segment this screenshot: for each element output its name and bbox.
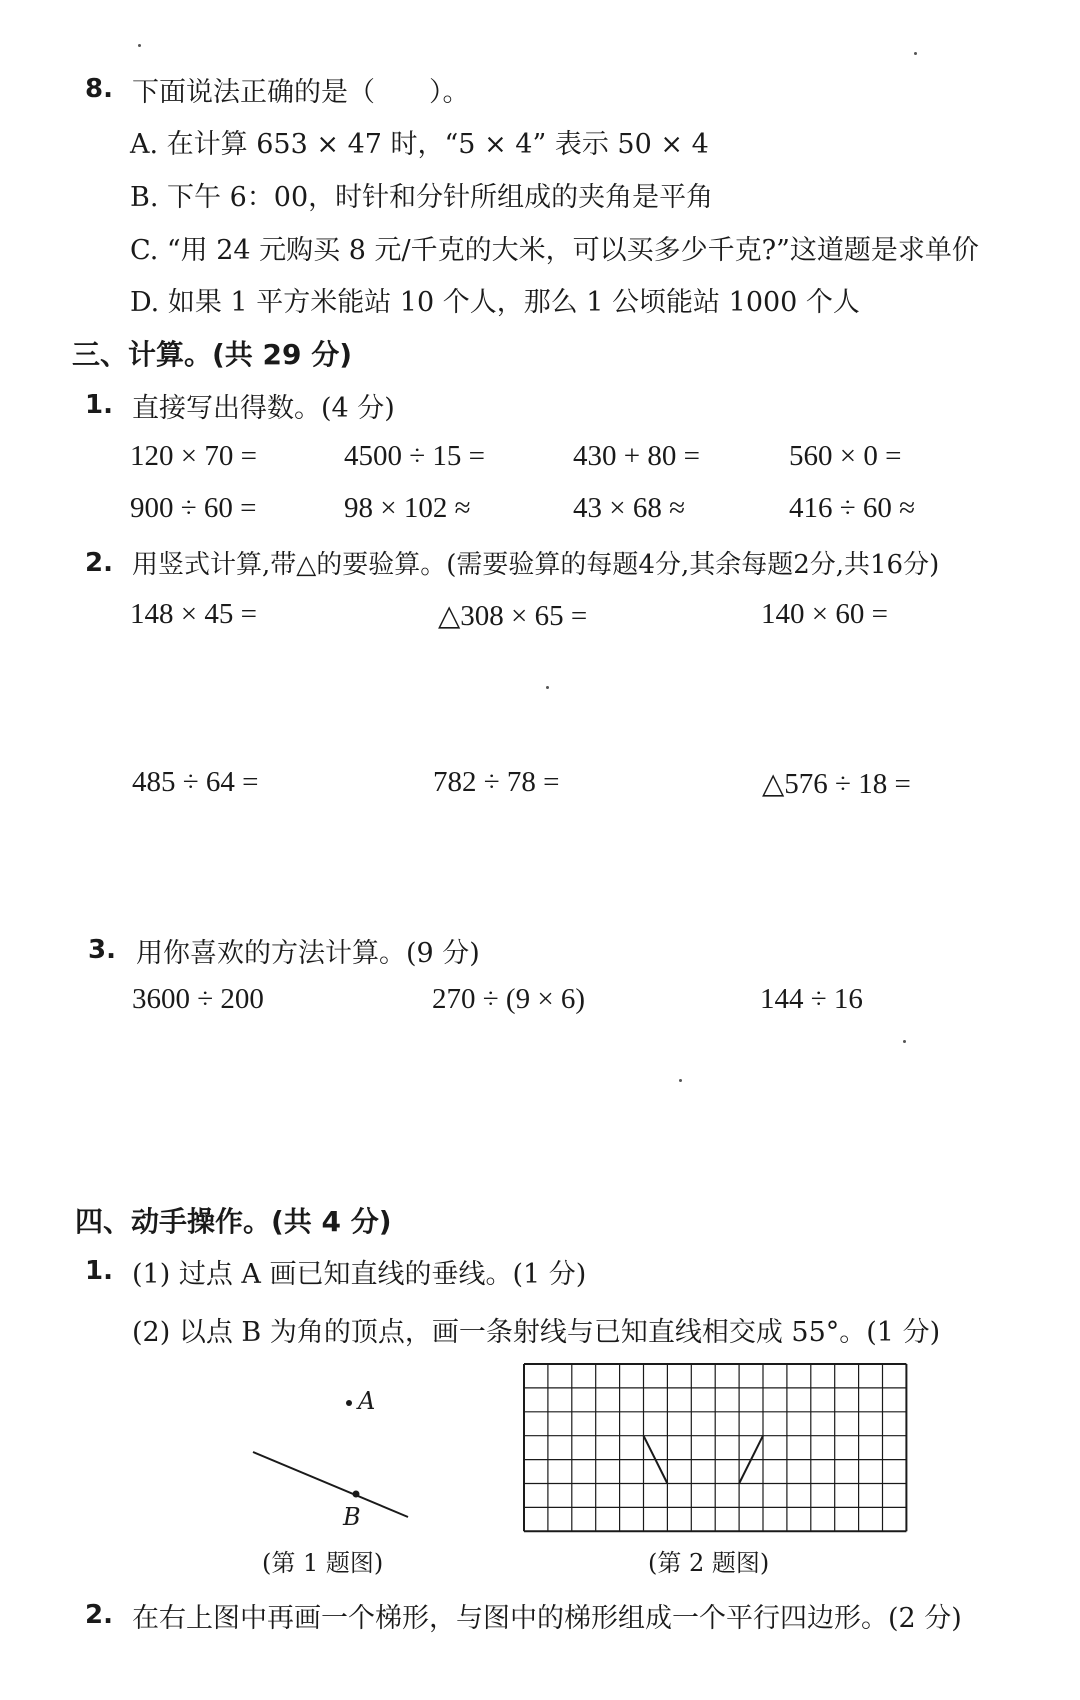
figure-2-caption: (第 2 题图) [648,1549,770,1577]
s3-q2-expr: 782 ÷ 78 = [433,766,560,798]
point-b-label: B [343,1503,361,1531]
s3-q1-expr: 560 × 0 = [789,440,902,472]
q8-option-d: D. 如果 1 平方米能站 10 个人，那么 1 公顷能站 1000 个人 [130,287,860,318]
print-speck [546,686,549,689]
q8-number: 8. [85,74,113,104]
s3-q2-number: 2. [85,548,113,578]
section3-title: 三、计算。(共 29 分) [72,338,353,371]
s3-q1-expr: 120 × 70 = [130,440,257,472]
s3-q1-number: 1. [85,390,113,420]
s3-q1-expr: 98 × 102 ≈ [344,492,471,524]
s3-q2-expr: △576 ÷ 18 = [762,768,911,800]
print-speck [679,1079,682,1082]
s3-q3-expr: 3600 ÷ 200 [132,983,264,1015]
point-a-marker [346,1400,352,1406]
s3-q2-text: 用竖式计算,带△的要验算。(需要验算的每题4分,其余每题2分,共16分) [132,550,940,580]
s3-q1-expr: 43 × 68 ≈ [573,492,686,524]
s3-q1-expr: 4500 ÷ 15 = [344,440,486,472]
q8-option-c: C. “用 24 元购买 8 元/千克的大米，可以买多少千克?”这道题是求单价 [130,235,979,266]
s3-q3-text: 用你喜欢的方法计算。(9 分) [136,938,480,969]
s3-q1-expr: 430 + 80 = [573,440,700,472]
s4-q1-part2: (2) 以点 B 为角的顶点，画一条射线与已知直线相交成 55°。(1 分) [132,1317,941,1348]
figure-1 [240,1380,440,1560]
figure-1-caption: (第 1 题图) [262,1549,384,1577]
figure-2-grid [522,1362,912,1534]
s3-q1-text: 直接写出得数。(4 分) [132,393,395,424]
s3-q2-expr: △308 × 65 = [438,600,588,632]
s4-q2-number: 2. [85,1600,113,1630]
print-speck [903,1040,906,1043]
s3-q1-expr: 900 ÷ 60 = [130,492,257,524]
s3-q3-expr: 270 ÷ (9 × 6) [432,983,586,1015]
print-speck [138,44,141,47]
q8-stem: 下面说法正确的是（ ）。 [132,77,470,108]
s4-q2-text: 在右上图中再画一个梯形，与图中的梯形组成一个平行四边形。(2 分) [132,1603,962,1634]
s4-q1-number: 1. [85,1256,113,1286]
print-speck [914,52,917,55]
s3-q3-expr: 144 ÷ 16 [760,983,863,1015]
q8-option-a: A. 在计算 653 × 47 时，“5 × 4” 表示 50 × 4 [130,129,709,160]
s3-q2-expr: 140 × 60 = [761,598,888,630]
s3-q2-expr: 148 × 45 = [130,598,257,630]
s3-q2-expr: 485 ÷ 64 = [132,766,259,798]
section4-title: 四、动手操作。(共 4 分) [75,1205,392,1238]
given-line [253,1452,408,1517]
point-b-marker [353,1491,360,1498]
s4-q1-part1: (1) 过点 A 画已知直线的垂线。(1 分) [132,1259,587,1290]
q8-option-b: B. 下午 6：00，时针和分针所组成的夹角是平角 [130,182,714,213]
s3-q1-expr: 416 ÷ 60 ≈ [789,492,916,524]
point-a-label: A [358,1387,376,1415]
s3-q3-number: 3. [88,935,116,965]
